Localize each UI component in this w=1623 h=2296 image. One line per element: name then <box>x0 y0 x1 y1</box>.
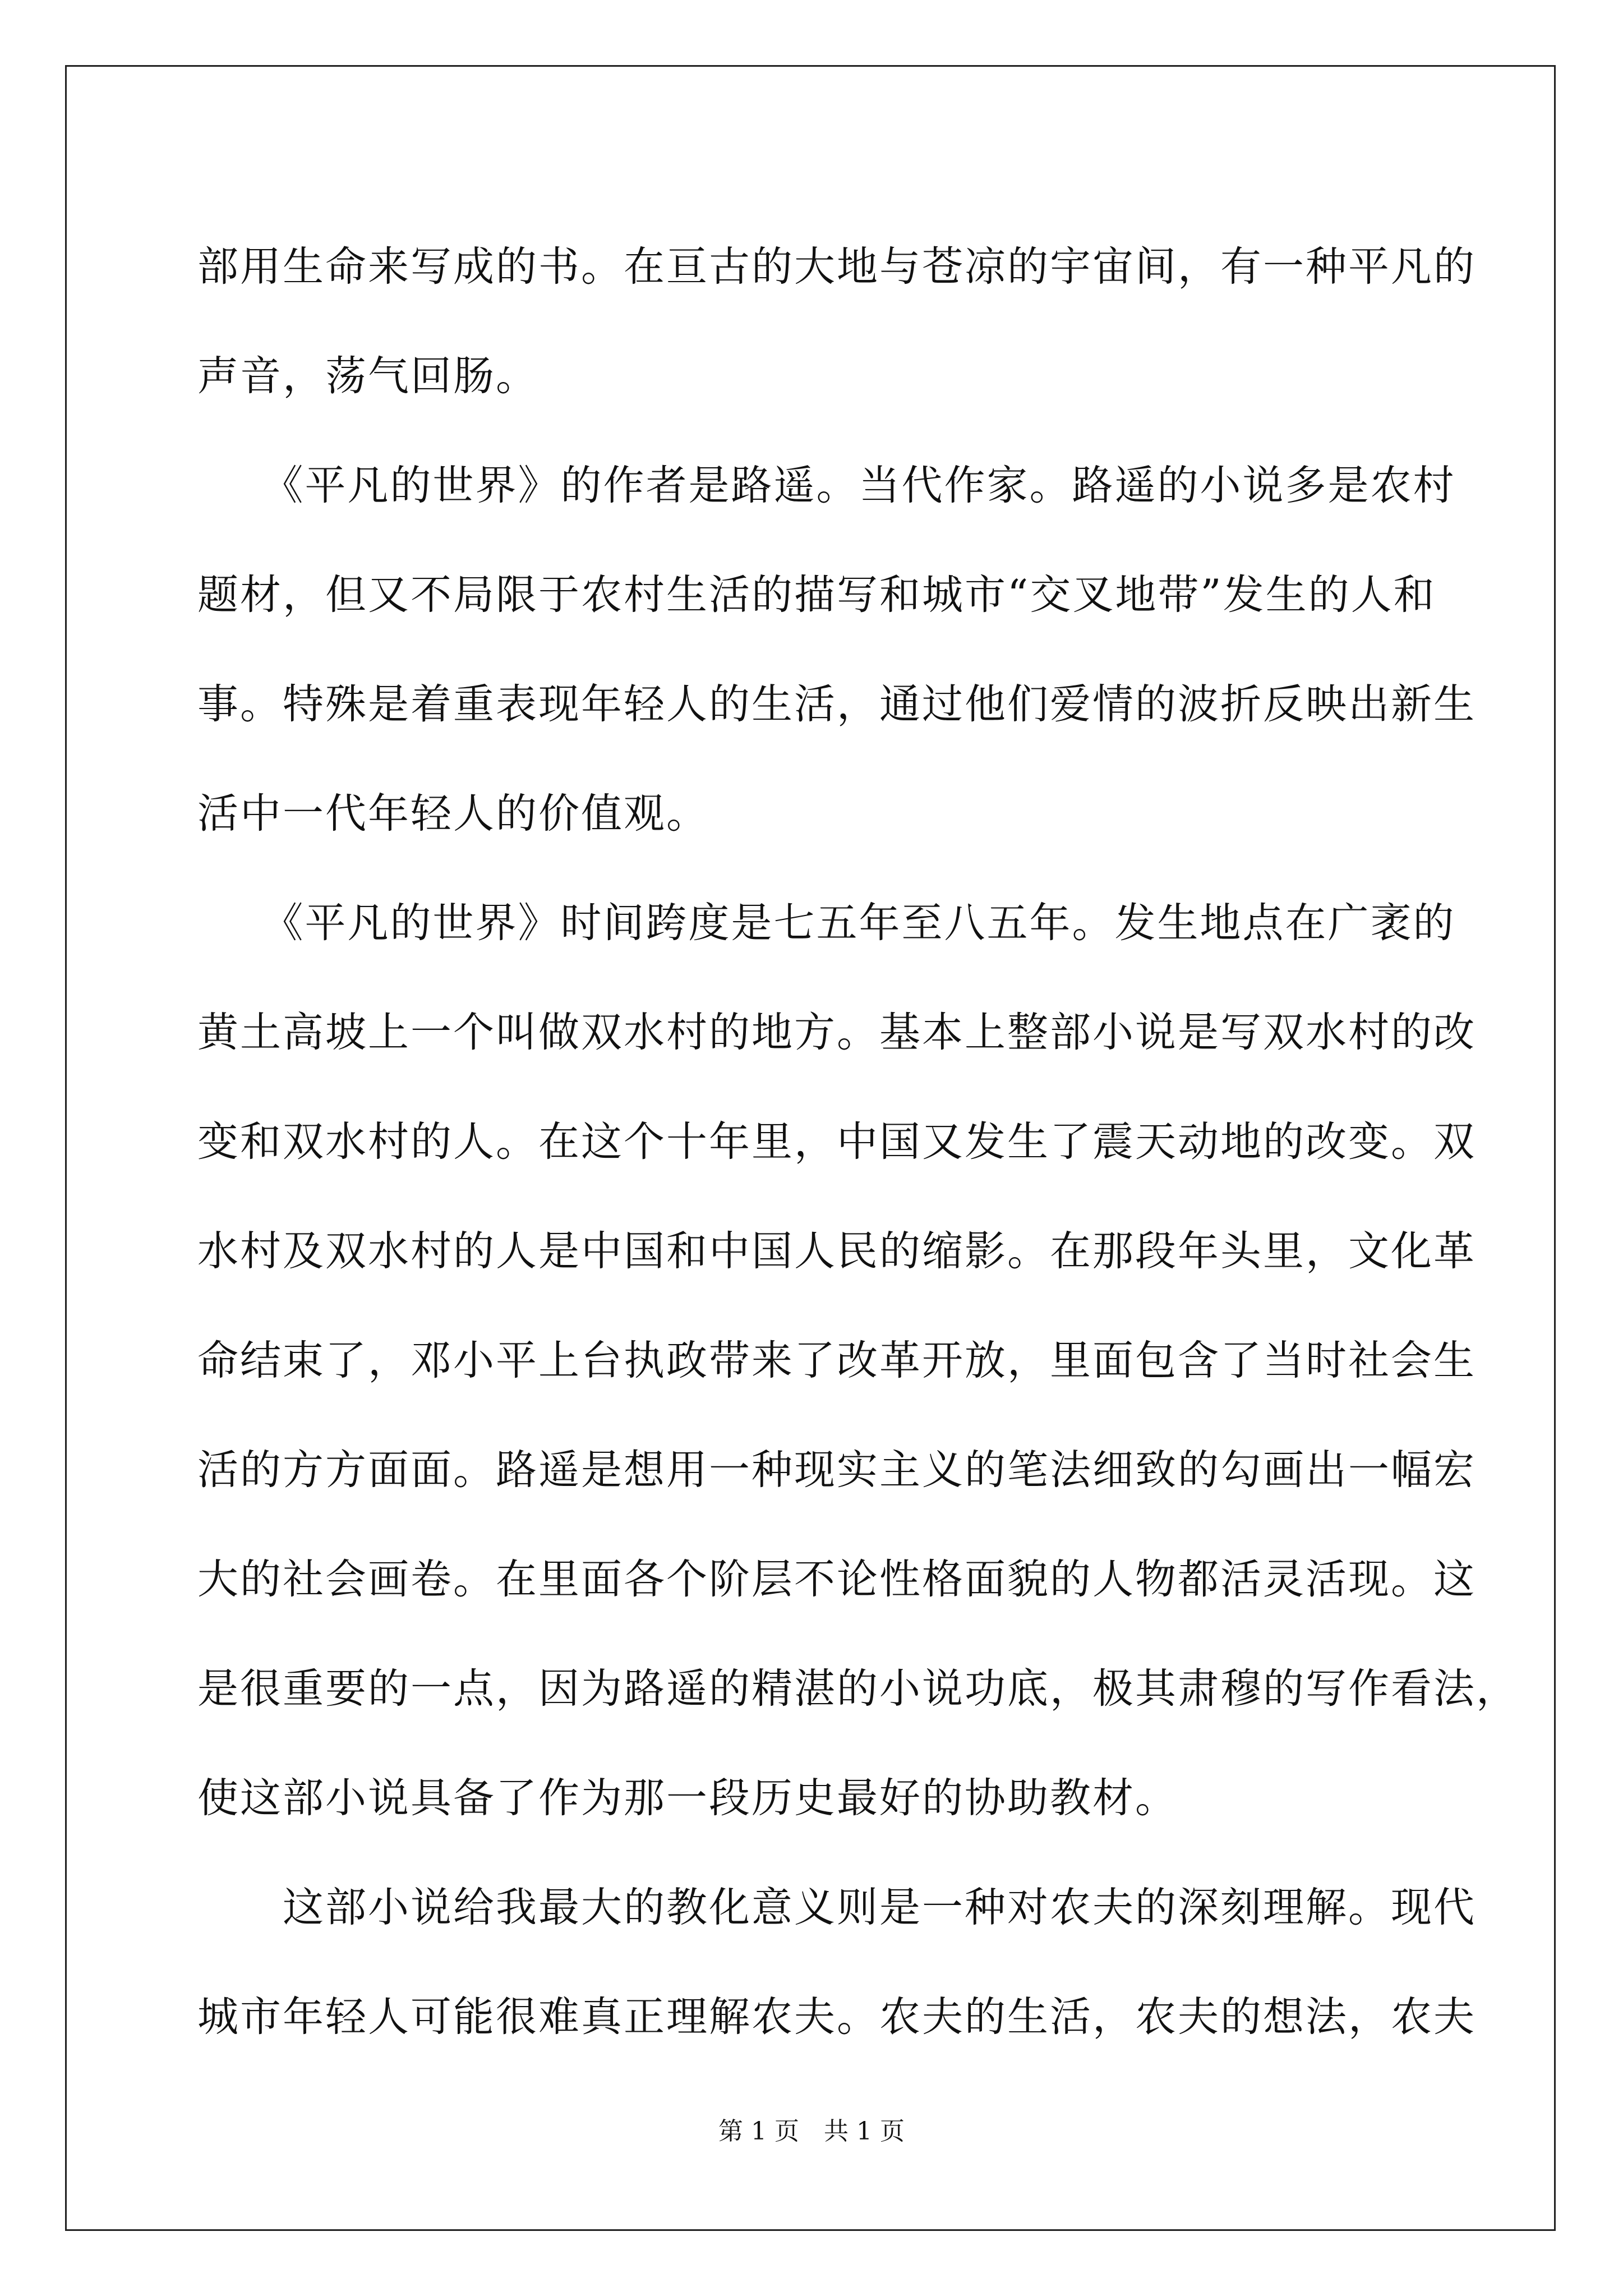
text-line: 部用生命来写成的书。在亘古的大地与苍凉的宇宙间，有一种平凡的 <box>197 243 1476 291</box>
text-line: 命结束了，邓小平上台执政带来了改革开放，里面包含了当时社会生 <box>197 1337 1476 1384</box>
text-line: 水村及双水村的人是中国和中国人民的缩影。在那段年头里，文化革 <box>197 1227 1476 1275</box>
text-line: 事。特殊是着重表现年轻人的生活，通过他们爱情的波折反映出新生 <box>197 680 1476 728</box>
text-line: 黄土高坡上一个叫做双水村的地方。基本上整部小说是写双水村的改 <box>197 1009 1476 1056</box>
text-line: 活中一代年轻人的价值观。 <box>197 790 709 838</box>
text-line: 是很重要的一点，因为路遥的精湛的小说功底，极其肃穆的写作看法， <box>197 1665 1519 1713</box>
text-line: 《平凡的世界》的作者是路遥。当代作家。路遥的小说多是农村 <box>197 462 1456 509</box>
text-line: 声音，荡气回肠。 <box>197 352 538 400</box>
text-line: 这部小说给我最大的教化意义则是一种对农夫的深刻理解。现代 <box>197 1884 1476 1931</box>
text-line: 城市年轻人可能很难真正理解农夫。农夫的生活，农夫的想法，农夫 <box>197 1993 1476 2041</box>
page-number: 第 1 页 共 1 页 <box>718 2117 905 2146</box>
text-line: 题材，但又不局限于农村生活的描写和城市“交叉地带”发生的人和 <box>197 571 1436 619</box>
page-footer <box>0 2115 1623 2148</box>
text-line: 使这部小说具备了作为那一段历史最好的协助教材。 <box>197 1774 1178 1822</box>
document-body <box>197 212 1519 2072</box>
text-line: 大的社会画卷。在里面各个阶层不论性格面貌的人物都活灵活现。这 <box>197 1556 1476 1603</box>
text-line: 《平凡的世界》时间跨度是七五年至八五年。发生地点在广袤的 <box>197 899 1456 947</box>
text-line: 变和双水村的人。在这个十年里，中国又发生了震天动地的改变。双 <box>197 1118 1476 1166</box>
text-line: 活的方方面面。路遥是想用一种现实主义的笔法细致的勾画出一幅宏 <box>197 1446 1476 1494</box>
